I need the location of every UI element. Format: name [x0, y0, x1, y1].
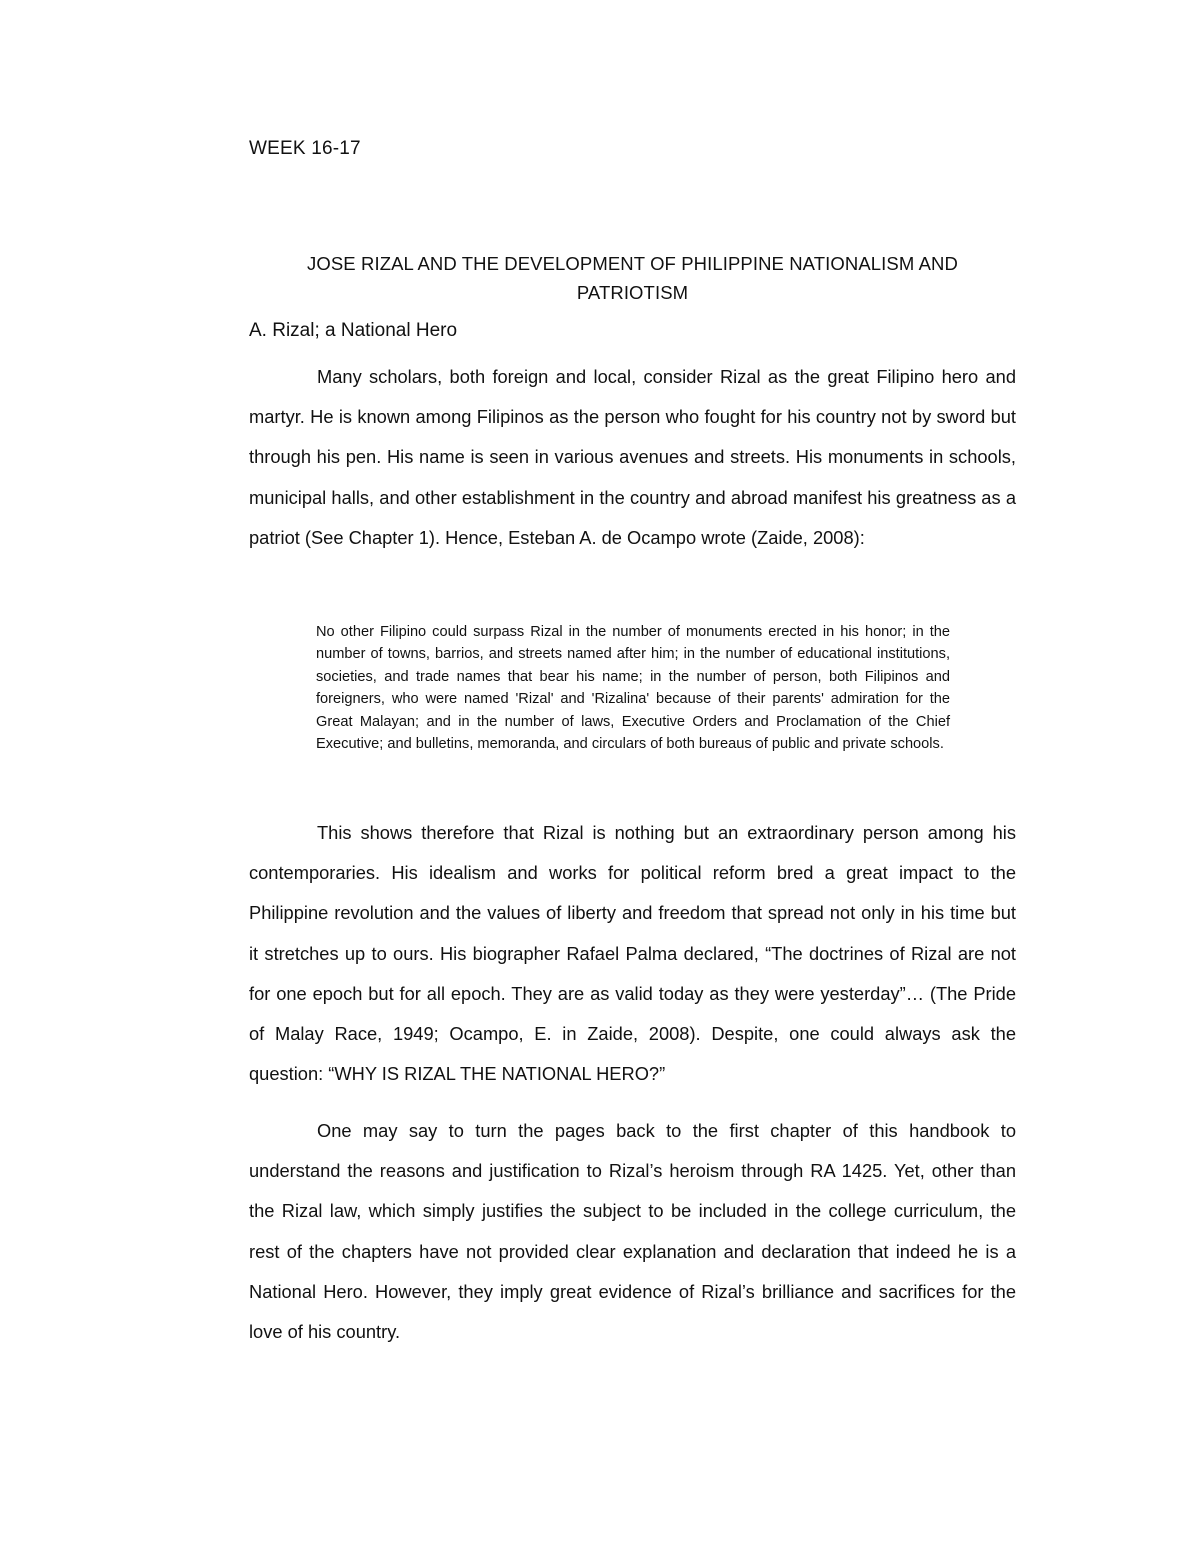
week-label: WEEK 16-17	[249, 138, 361, 159]
document-title: JOSE RIZAL AND THE DEVELOPMENT OF PHILIPPINE NATIONALISM AND PATRIOTISM	[307, 253, 958, 303]
section-heading: A. Rizal; a National Hero	[249, 320, 458, 341]
paragraph-contemporaries: This shows therefore that Rizal is nothing but an extraordinary person among his contemporaries. His idealism and works for political reform bred a great impact to the Philippine revolution and the values of liberty and freedom that spread not only in his time but it stretches up to ours. His biographer Rafael Palma declared, “The doctrines of Rizal are not for one epoch but for all epoch. They are as valid today as they were yesterday”… (The Pride of Malay Race, 1949; Ocampo, E. in Zaide, 2008). Despite, one could always ask the question: “WHY IS RIZAL THE NATIONAL HERO?”	[249, 822, 1016, 1085]
paragraph-intro: Many scholars, both foreign and local, consider Rizal as the great Filipino hero and martyr. He is known among Filipinos as the person who fought for his country not by sword but through his pen. His name is seen in various avenues and streets. His monuments in schools, municipal halls, and other establishment in the country and abroad manifest his greatness as a patriot (See Chapter 1). Hence, Esteban A. de Ocampo wrote (Zaide, 2008):	[249, 366, 1016, 548]
paragraph-ra-1425: One may say to turn the pages back to the first chapter of this handbook to understand the reasons and justification to Rizal’s heroism through RA 1425. Yet, other than the Rizal law, which simply justifies the subject to be included in the college curriculum, the rest of the chapters have not provided clear explanation and declaration that indeed he is a National Hero. However, they imply great evidence of Rizal’s brilliance and sacrifices for the love of his country.	[249, 1120, 1016, 1343]
block-quote: No other Filipino could surpass Rizal in the number of monuments erected in his honor; in the number of towns, barrios, and streets named after him; in the number of educational institutions, societies, and trade names that bear his name; in the number of person, both Filipinos and foreigners, who were named 'Rizal' and 'Rizalina' because of their parents' admiration for the Great Malayan; and in the number of laws, Executive Orders and Proclamation of the Chief Executive; and bulletins, memoranda, and circulars of both bureaus of public and private schools.	[316, 624, 950, 753]
